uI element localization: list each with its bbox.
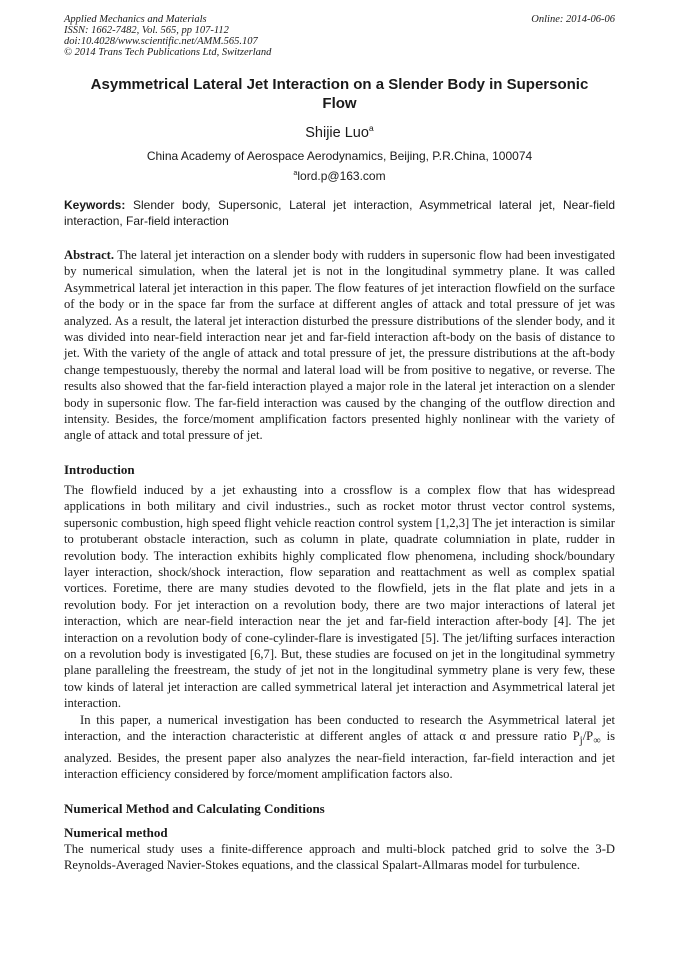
intro-p2-text-a: In this paper, a numerical investigation has been conducted to research the Asymmetrical lateral jet interaction, and the interaction characteristic at different angles of attack α and pressure ratio P [64,712,615,743]
paper-title: Asymmetrical Lateral Jet Interaction on a Slender Body in Supersonic Flow [90,76,589,112]
doi-line: doi:10.4028/www.scientific.net/AMM.565.107 [64,36,258,47]
intro-p2-slash: /P [582,728,594,743]
author-mark: a [368,123,374,134]
paper-page [64,14,615,874]
methods-heading: Numerical Method and Calculating Conditions [64,800,325,816]
author-name: Shijie Luo [305,125,369,141]
introduction-paragraph-2 [64,712,615,783]
methods-paragraph: The numerical study uses a finite-difference approach and multi-block patched grid to solve the 3-D Reynolds-Averaged Navier-Stokes equations, and the classical Spalart-Allmaras model for turbulence. [64,841,615,873]
introduction-heading: Introduction [64,461,135,477]
intro-p2-sub-inf: ∞ [593,735,601,747]
author-line [64,124,615,142]
online-date: Online: 2014-06-06 [531,14,615,25]
keywords-label: Keywords: [64,198,126,212]
abstract-text: The lateral jet interaction on a slender body with rudders in supersonic flow had been investigated by numerical simulation, when the lateral jet is not in the longitudinal symmetry plane. It was called Asymmetrical lateral jet interaction in this paper. The flow features of jet interaction flowfield on the surface of the body or in the space far from the surface at different angles of attack and total pressure of jet was analyzed. As a result, the lateral jet interaction disturbed the pressure distributions of the slender body, and it was divided into near-field interaction near jet and far-field interaction aft-body on the basis of distance to jet. With the variety of the angle of attack and total pressure of jet, the pressure distributions at the aft-body change tempestuously, thereby the normal and lateral load will be from positive to negative, or reverse. The results also showed that the far-field interaction played a major role in the lateral jet interaction on a slender body in supersonic flow. The far-field interaction was caused by the changing of the outflow direction and intensity. Besides, the force/moment amplification factors presented highly nonlinear with the variety of angle of attack and total pressure of jet. [64,248,616,443]
intro-p2-text-b: is analyzed. Besides, the present paper also analyzes the near-field interaction, far-field interaction and jet interaction efficiency considered by force/moment amplification factors also. [64,728,615,782]
journal-header [64,14,615,58]
keywords [64,197,615,229]
email-address: lord.p@163.com [297,169,386,183]
abstract-label: Abstract. [64,248,115,262]
methods-subheading: Numerical method [64,824,168,840]
journal-name: Applied Mechanics and Materials [64,14,207,25]
copyright-line: © 2014 Trans Tech Publications Ltd, Switzerland [64,47,272,58]
email-mark: a [293,168,298,177]
issn-line: ISSN: 1662-7482, Vol. 565, pp 107-112 [64,25,229,36]
keywords-text: Slender body, Supersonic, Lateral jet interaction, Asymmetrical lateral jet, Near-field interaction, Far-field interaction [64,198,615,228]
abstract [64,247,615,444]
affiliation: China Academy of Aerospace Aerodynamics, Beijing, P.R.China, 100074 [146,149,533,163]
intro-p2-sub-j: j [579,735,583,747]
email-line [64,168,615,184]
introduction-paragraph-1: The flowfield induced by a jet exhausting into a crossflow is a complex flow that has widespread applications in both military and civil industries., such as rocket motor thrust vector control systems, supersonic combustion, high speed flight vehicle reaction control system [1,2,3] The jet interaction is similar to protuberant obstacle interaction, such as column in plate, quadrate columniation in plate, rudder in revolution body. The interaction exhibits highly complicated flow phenomena, including shock/boundary layer interaction, shock/shock interaction, flow separation and reattachment as well as complex spatial vortices. Foretime, there are many studies devoted to the flowfield, jets in the flat plate and jets in a revolution body. For jet interaction on a revolution body, there are two major interactions of lateral jet interaction, which are near-field interaction near the jet and far-field interaction after-body [4]. The jet interaction on a revolution body of cone-cylinder-flare is investigated [5]. The jet/lifting surfaces interaction on a revolution body is investigated [6,7]. But, these studies are focused on jet in the longitudinal symmetry plane paralleling the freestream, the study of jet not in the longitudinal symmetry plane is very few, these tow kinds of lateral jet interaction are called symmetrical lateral jet interaction and Asymmetrical lateral jet interaction. [64,482,615,711]
